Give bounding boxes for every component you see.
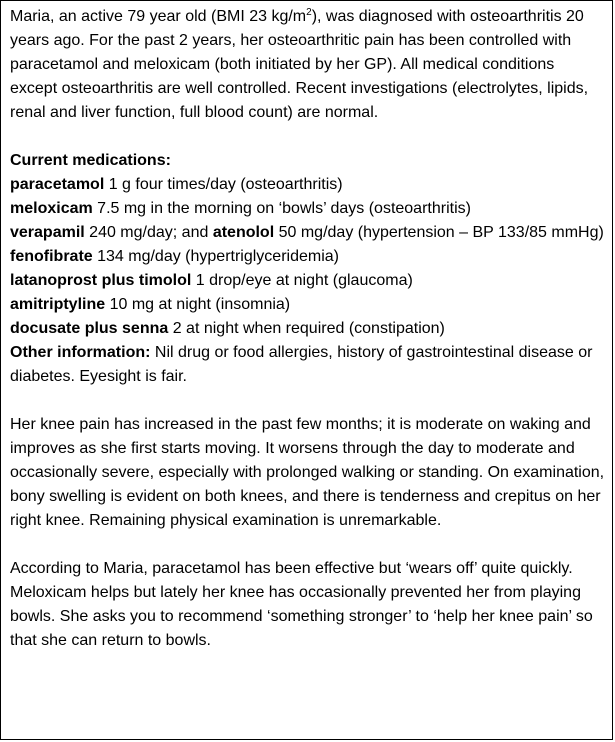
drug-details: 7.5 mg in the morning on ‘bowls’ days (osteoarthritis) <box>92 200 471 217</box>
medication-list <box>10 173 605 341</box>
medication-item <box>10 293 605 317</box>
drug-details: 134 mg/day (hypertriglyceridemia) <box>92 248 339 265</box>
drug-name: latanoprost plus timolol <box>10 272 192 289</box>
drug-details: 50 mg/day (hypertension – BP 133/85 mmHg) <box>274 224 604 241</box>
drug-details: 1 g four times/day (osteoarthritis) <box>104 176 343 193</box>
drug-name: docusate plus senna <box>10 320 169 337</box>
drug-name: paracetamol <box>10 176 105 193</box>
drug-details: 1 drop/eye at night (glaucoma) <box>191 272 413 289</box>
knee-pain-paragraph: Her knee pain has increased in the past few months; it is moderate on waking and improves as she first starts moving. It worsens through the day to moderate and occasionally severe, especially with prolonged walking or standing. On examination, bony swelling is evident on both knees, and there is tenderness and crepitus on her right knee. Remaining physical examination is unremarkable. <box>10 416 605 529</box>
request-paragraph: According to Maria, paracetamol has been effective but ‘wears off’ quite quickly. Meloxicam helps but lately her knee has occasionally prevented her from playing bowls. She asks you to recommend ‘something stronger’ to ‘help her knee pain’ so that she can return to bowls. <box>10 560 593 649</box>
drug-name: meloxicam <box>10 200 93 217</box>
medication-item <box>10 221 605 245</box>
drug-details: 240 mg/day; and <box>84 224 213 241</box>
other-information: Other information: Nil drug or food allergies, history of gastrointestinal disease or diabetes. Eyesight is fair. <box>10 344 593 385</box>
drug-details: 10 mg at night (insomnia) <box>105 296 291 313</box>
drug-name: atenolol <box>212 224 275 241</box>
medication-item <box>10 317 605 341</box>
medication-item <box>10 173 605 197</box>
medications-heading: Current medications: <box>10 152 171 169</box>
other-information-label: Other information: <box>10 344 151 361</box>
drug-details: 2 at night when required (constipation) <box>168 320 445 337</box>
drug-name: amitriptyline <box>10 296 106 313</box>
drug-name: fenofibrate <box>10 248 93 265</box>
medication-item <box>10 269 605 293</box>
medication-item <box>10 245 605 269</box>
drug-name: verapamil <box>10 224 85 241</box>
intro-paragraph: Maria, an active 79 year old (BMI 23 $kg/m^2$), was diagnosed with osteoarthritis 20 years ago. For the past 2 years, her osteoarthritic pain has been controlled with paracetamol and meloxicam (both initiated by her GP). All medical conditions except osteoarthritis are well controlled. Recent investigations (electrolytes, lipids, renal and liver function, full blood count) are normal. <box>10 7 589 121</box>
superscript: 2 <box>306 7 312 18</box>
medication-item <box>10 197 605 221</box>
